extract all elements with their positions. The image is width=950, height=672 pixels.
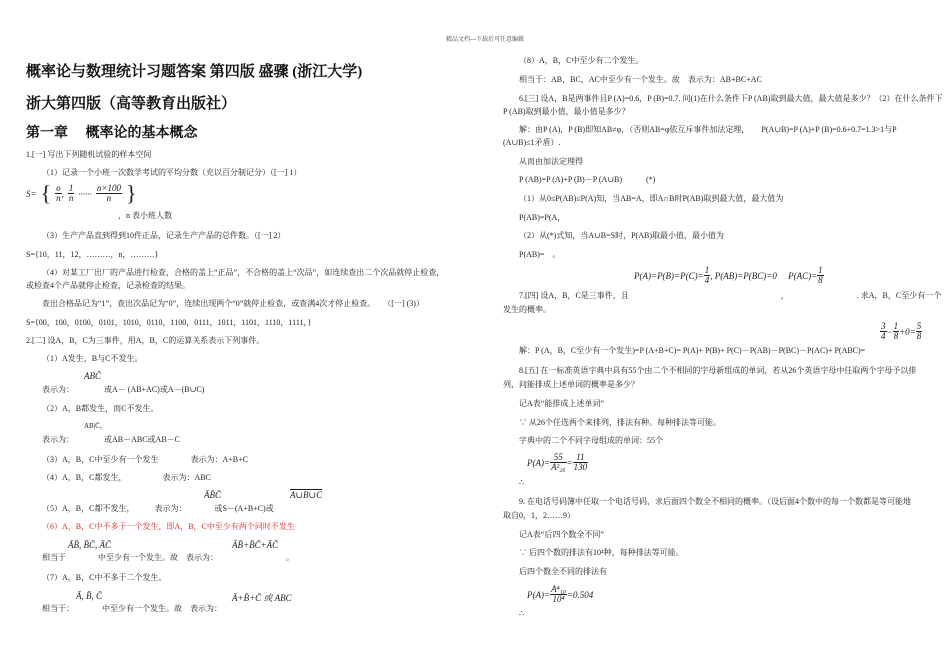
frac-denominator: 130 <box>573 462 588 472</box>
formula-left: P(A)=P(B)=P(C)= <box>634 271 704 282</box>
frac-denominator: A²₂₆ <box>551 462 566 472</box>
frac-denominator: n <box>56 193 61 203</box>
q2-3-text: （3）A，B，C中至少有一个发生 表示为：A+B+C <box>42 455 248 464</box>
r9-text-a: 9. 在电话号码簿中任取一个电话号码，求后面四个数全不相同的概率。（设后面4个数中的每一个数都是等可能地 <box>519 497 911 506</box>
frac-numerator: n×100 <box>96 183 121 193</box>
r8-answer: 相当于：AB，BC，AC中至少有一个发生。故 表示为：AB+BC+AC <box>519 75 762 84</box>
q1-4-text: （4）对某工厂出厂的产品进行检查，合格的盖上“正品”，不合格的盖上“次品”，如连续查出二个次品就停止检查， <box>42 268 445 277</box>
q1-3-answer: S={10，11，12，………，n，………} <box>26 250 159 259</box>
frac-numerator: 11 <box>573 453 589 463</box>
doc-title: 概率论与数理统计习题答案 第四版 盛骤 (浙江大学) <box>26 64 363 80</box>
frac-11-130 <box>573 453 589 472</box>
r9-text-d: ∵ 后四个数的排法有10⁴种，每种排法等可能。 <box>519 548 684 557</box>
q2-1-label: 表示为： <box>42 385 74 394</box>
r9-text-c: 记A表“后四个数全不同” <box>519 530 604 539</box>
frac-numerator: 1 <box>818 265 823 275</box>
frac-denominator: n <box>68 193 74 203</box>
frac-1-n <box>68 184 75 203</box>
q2-1-answer: 或A－ (AB+AC)或A－(B∪C) <box>104 385 205 394</box>
frac-denominator: 8 <box>916 331 922 341</box>
chapter-heading: 第一章 概率论的基本概念 <box>26 126 198 141</box>
q1-text: 1.[一] 写出下列随机试验的样本空间 <box>26 150 152 159</box>
formula-prefix: S= <box>26 189 37 200</box>
frac-numerator: 1 <box>704 265 710 275</box>
q2-5-text: （5）A，B，C都不发生， 表示为： 或S－(A+B+C)或 <box>42 504 274 513</box>
r7-text-a: 7.[四] 设A，B，C是三事件，且 ， . 求A，B，C至少有一个 <box>519 291 942 300</box>
frac-numerator: 1 <box>68 183 74 193</box>
formula-result: =0.504 <box>566 590 594 601</box>
frac-denominator: n <box>106 193 112 203</box>
r7-solution: 解：P (A，B，C至少有一个发生)=P (A+B+C)= P(A)+ P(B)+ P(C)－P(AB)－P(BC)－P(AC)+ P(ABC)= <box>519 346 866 355</box>
frac-numerator: 1 <box>893 321 899 331</box>
q2-2-label: 表示为： <box>42 435 74 444</box>
right-brace: } <box>125 180 137 206</box>
r8-q-b: 列，问能排成上述单词的概率是多少？ <box>503 380 639 389</box>
q1-1-text: （1）记录一个小班一次数学考试的平均分数（充以百分制记分）（[一] 1） <box>42 168 302 177</box>
formula-mid: , P(AB)=P(BC)=0 P(AC)= <box>710 271 818 282</box>
q2-2-text: （2）A，B都发生，而C不发生。 <box>42 404 159 413</box>
q1-4-text-2: 或检查4个产品就停止检查，记录检查的结果。 <box>26 281 190 290</box>
formula-mid: +0= <box>899 327 916 338</box>
r6-text-i: （2）从(*)式知，当A∪B=S时，P(AB)取最小值，最小值为 <box>519 231 724 240</box>
r8-therefore: ∴ <box>519 478 525 487</box>
frac-55 <box>550 453 566 472</box>
q2-2-expr: AB|C̄₁ <box>84 422 103 430</box>
q2-1-expr: ABC̄ <box>84 371 101 381</box>
r6-text-a: 6.[三] 设A，B是两事件且P (A)=0.6，P (B)=0.7. 问(1)在什么条件下P (AB)取到最大值，最大值是多少？（2）在什么条件下 <box>519 94 943 103</box>
q2-7-answer: 相当于： 中至少有一个发生。故 表示为： <box>42 604 222 613</box>
formula-left: P(A)= <box>527 458 551 469</box>
r6-text-g: （1）从0≤P(AB)≤P(A)知，当AB=A，即A∩B时P(AB)取到最大值，最大值为 <box>519 194 784 203</box>
q2-7-text: （7）A，B，C中不多于二个发生。 <box>42 573 167 582</box>
formula-left: P(A)= <box>527 590 551 601</box>
frac-numerator: A⁴₁₀ <box>551 584 566 594</box>
frac-eighth <box>817 266 824 285</box>
q2-text: 2.[二] 设A，B，C为三事件，用A，B，C的运算关系表示下列事件。 <box>26 336 265 345</box>
r6-text-e: 从而由加法定理得 <box>519 157 583 166</box>
q2-6-answer: 相当于 中至少有一个发生。故 表示为： 。 <box>42 553 294 562</box>
r9-therefore: ∴ <box>519 609 525 618</box>
r8-q-a: 8.[五] 在一标准英语字典中具有55个由二个不相同的字母新组成的单词，若从26个英语字母中任取两个字母予以排 <box>519 366 917 375</box>
doc-subtitle: 浙大第四版（高等教育出版社） <box>26 96 237 112</box>
r9-formula <box>527 585 593 604</box>
q2-6-text: （6）A，B，C中不多于一个发生，即A，B，C中至少有两个同时不发生 <box>42 522 295 531</box>
r7-formula <box>634 266 824 285</box>
r6-text-h: P(AB)=P(A， <box>519 213 566 222</box>
q2-2-answer: 或AB－ABC或AB－C <box>104 435 181 444</box>
r6-text-f: P (AB)=P (A)+P (B)－P (A∪B) (*) <box>519 175 656 184</box>
q2-5-expr-1: ĀB̄C̄ <box>204 490 221 500</box>
r6-text-b: P (AB)取到最小值，最小值是多少？ <box>503 107 630 116</box>
frac-denominator: 8 <box>893 331 899 341</box>
frac-numerator: 3 <box>881 321 886 331</box>
frac-denominator: 4 <box>704 275 710 285</box>
r9-text-b: 取自0，1，2……9） <box>503 511 575 520</box>
frac-denominator: 4 <box>881 331 886 341</box>
q2-7-expr-1: Ā, B̄, C̄ <box>76 591 102 601</box>
sample-space-formula: S= { $\frac{o}{n}$ , $\frac{1}{n}$ ······ $\frac{n\times 100}{n}$ } <box>26 180 137 206</box>
frac-denominator: 10⁴ <box>552 594 565 604</box>
frac-5-8 <box>916 322 923 341</box>
r8-q-e: 字典中的二个不同字母组成的单词：55个 <box>519 436 663 445</box>
q1-4-answer: S={00，100，0100，0101，1010，0110，1100，0111，1011，1101，1110，1111，} <box>26 318 312 327</box>
minus-sign: − <box>886 327 893 338</box>
r7-text-b: 发生的概率。 <box>503 305 551 314</box>
frac-n100-n <box>96 184 122 203</box>
q2-1-text: （1）A发生，B与C不发生。 <box>42 354 143 363</box>
r8-q-d: ∵ 从26个任选两个来排列，排法有种。每种排法等可能。 <box>519 418 721 427</box>
frac-numerator: 5 <box>916 321 922 331</box>
r8-text: （8）A，B，C中至少有二个发生。 <box>519 56 644 65</box>
q2-4-text: （4）A，B，C都发生， 表示为：ABC <box>42 473 211 482</box>
r8-formula <box>527 453 588 472</box>
frac-denominator: 8 <box>818 275 823 285</box>
q1-3-text: （3）生产产品直到得到10件正品，记录生产产品的总件数。（[一] 2） <box>42 231 286 240</box>
r9-text-e: 后四个数全不同的排法有 <box>519 567 607 576</box>
q2-5-expr-2: A∪B∪C <box>290 490 323 500</box>
frac-numerator: o <box>56 183 61 193</box>
sample-space-note: ，n 表小班人数 <box>118 211 172 220</box>
left-brace: { <box>40 180 52 206</box>
q1-4-text-3: 查出合格品记为“1”，查出次品记为“0”，连续出现两个“0”就停止检查，或查满4次才停止检查。 （[一] (3)） <box>42 299 424 308</box>
frac-a10-10 <box>550 585 567 604</box>
formula-dots: ······ <box>78 189 92 200</box>
equals-sign: = <box>566 458 573 469</box>
q2-6-expr-1: ĀB̄, B̄C̄, ĀC̄ <box>68 540 111 550</box>
r8-q-c: 记A表“能排成上述单词” <box>519 399 604 408</box>
frac-numerator: 55 <box>550 453 566 463</box>
q2-7-expr-2: Ā+B̄+C̄ 或 ABC <box>232 593 292 603</box>
r7-result <box>880 322 922 341</box>
page-header: 精品文档---下载后可任意编辑 <box>446 37 524 43</box>
r6-text-c: 解：由P (A)，P (B)即知AB≠φ，（否则AB=φ依互斥事件加法定理， P(A∪B)=P (A)+P (B)=0.6+0.7=1.3>1与P <box>519 125 897 134</box>
q2-6-expr-2: ĀB̄+B̄C̄+ĀC̄ <box>232 540 279 550</box>
r6-text-j: P(AB)= 。 <box>519 250 561 259</box>
r6-text-d: (A∪B)≤1矛盾）. <box>503 138 561 147</box>
